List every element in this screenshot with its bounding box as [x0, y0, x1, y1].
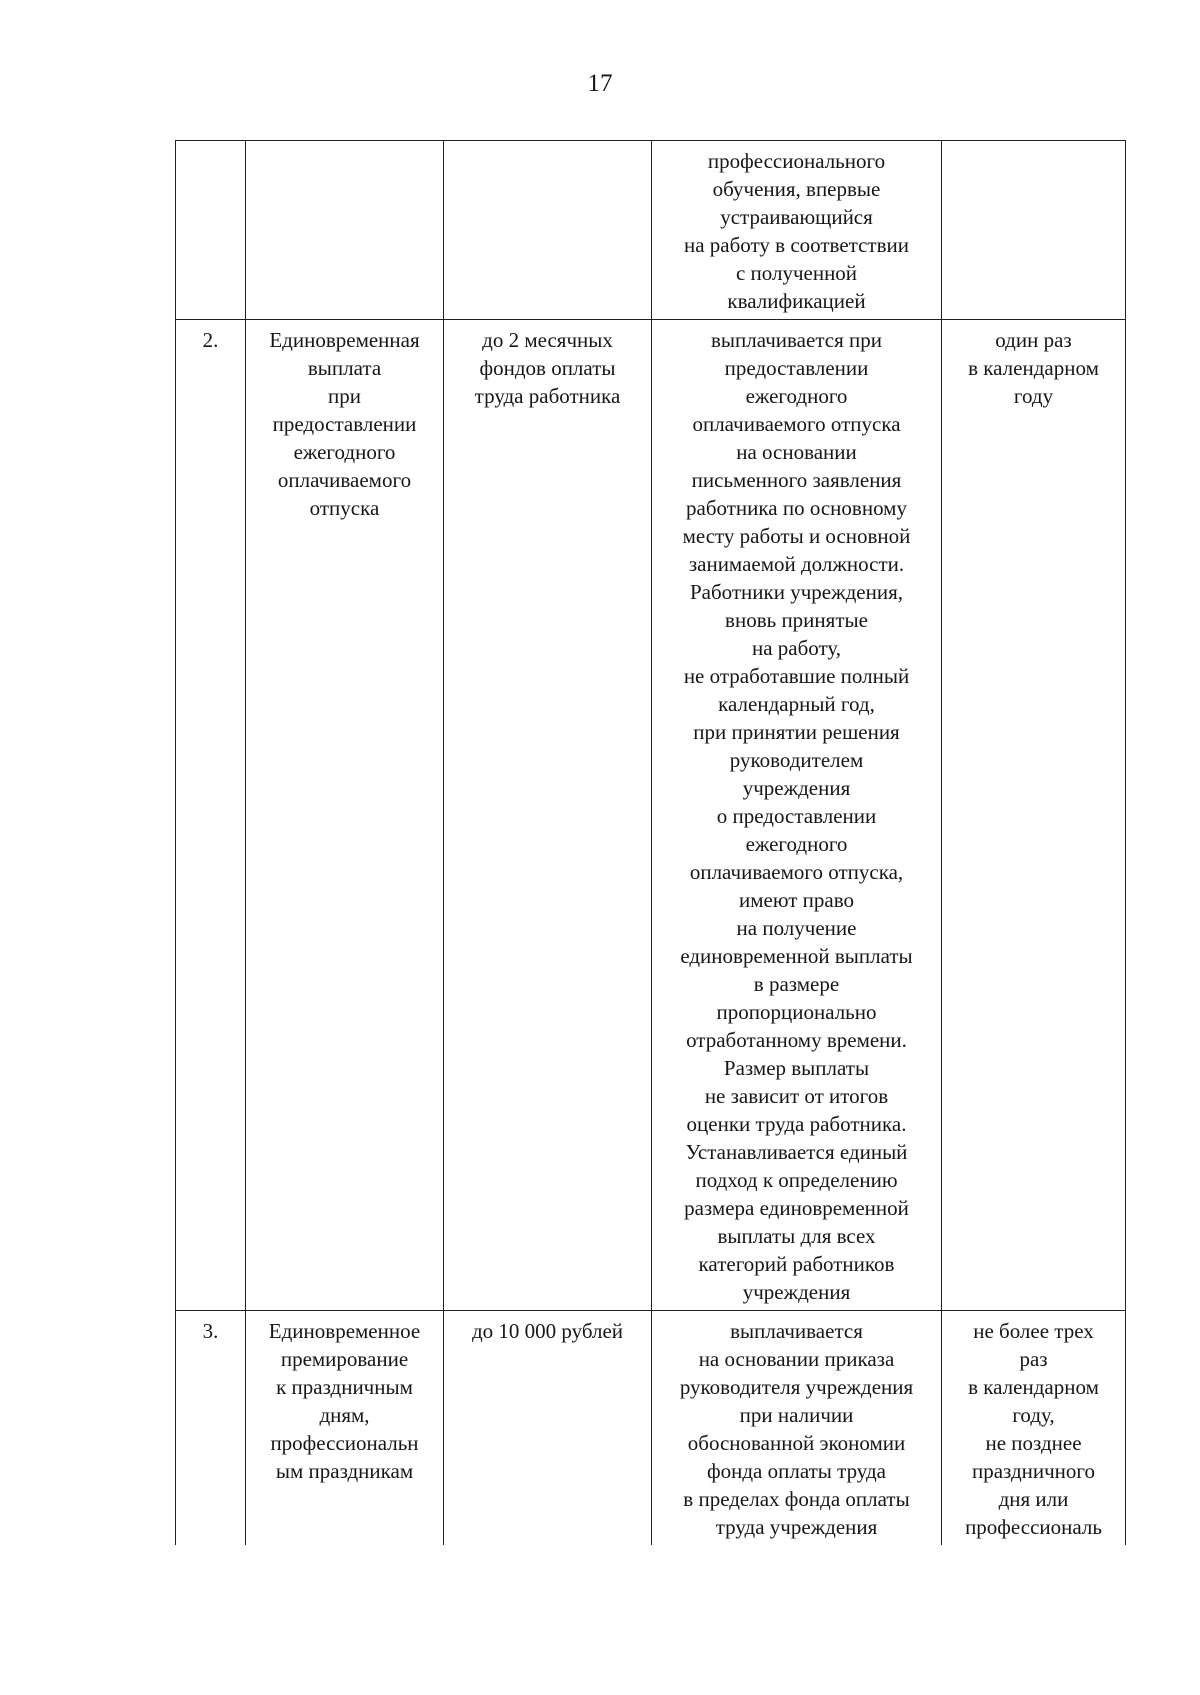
payment-frequency-cell [942, 141, 1126, 320]
payment-name-cell [246, 141, 444, 320]
payment-amount-cell: до 10 000 рублей [444, 1311, 652, 1546]
payment-conditions-cell: выплачивается при предоставлении ежегодного оплачиваемого отпуска на основании письменного заявления работника по основному месту работы и основной занимаемой должности. Работники учреждения, вновь принятые на работу, не отработавшие полный календарный год, при принятии решения руководителем учреждения о предоставлении ежегодного оплачиваемого отпуска, имеют право на получение единовременной выплаты в размере пропорционально отработанному времени. Размер выплаты не зависит от итогов оценки труда работника. Устанавливается единый подход к определению размера единовременной выплаты для всех категорий работников учреждения [652, 320, 942, 1311]
payment-amount-cell [444, 141, 652, 320]
payment-conditions-cell: профессионального обучения, впервые устраивающийся на работу в соответствии с полученной квалификацией [652, 141, 942, 320]
payment-name-cell: Единовременное премирование к праздничным дням, профессиональн ым праздникам [246, 1311, 444, 1546]
table-row [176, 320, 1126, 1311]
payment-conditions-cell: выплачивается на основании приказа руководителя учреждения при наличии обоснованной экономии фонда оплаты труда в пределах фонда оплаты труда учреждения [652, 1311, 942, 1546]
payment-frequency-cell: не более трех раз в календарном году, не позднее праздничного дня или профессиональ [942, 1311, 1126, 1546]
payment-name-cell: Единовременная выплата при предоставлении ежегодного оплачиваемого отпуска [246, 320, 444, 1311]
page-number: 17 [587, 70, 613, 97]
table-row [176, 1311, 1126, 1546]
payments-table [175, 140, 1126, 1545]
row-number-cell: 2. [176, 320, 246, 1311]
payment-frequency-cell: один раз в календарном году [942, 320, 1126, 1311]
row-number-cell [176, 141, 246, 320]
row-number-cell: 3. [176, 1311, 246, 1546]
payment-amount-cell: до 2 месячных фондов оплаты труда работника [444, 320, 652, 1311]
table-row [176, 141, 1126, 320]
